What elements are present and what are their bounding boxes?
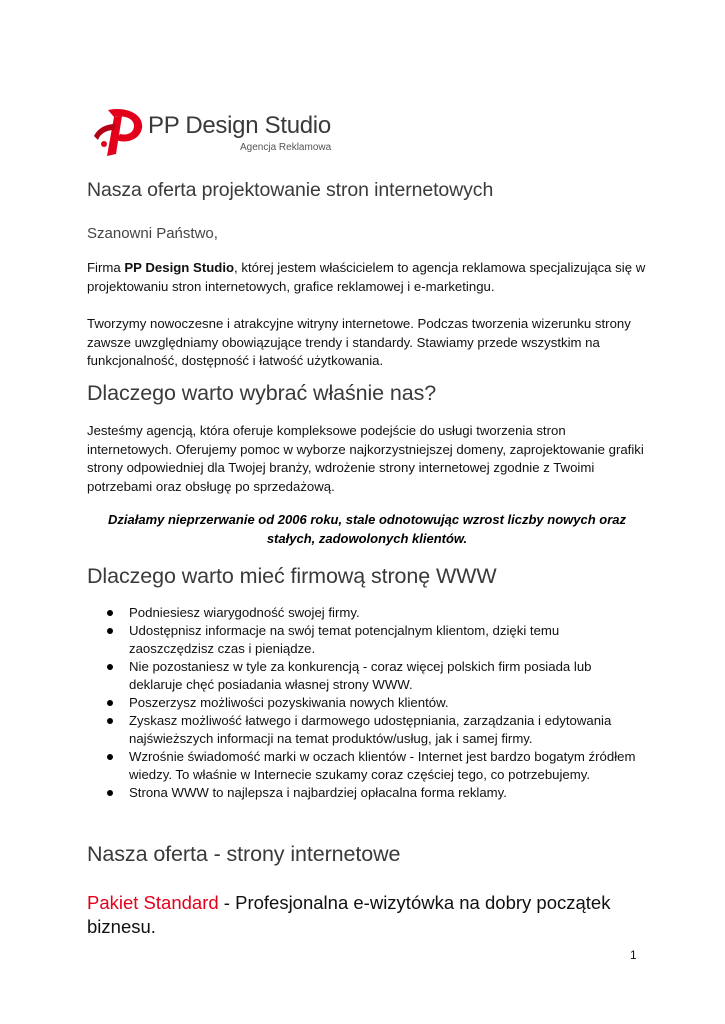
bullet-icon (107, 664, 113, 670)
package-separator: - (218, 892, 236, 913)
pp-logo-icon (92, 104, 148, 160)
page-number: 1 (630, 948, 637, 962)
greeting: Szanowni Państwo, (87, 225, 218, 242)
heading-why-www: Dlaczego warto mieć firmową stronę WWW (87, 564, 497, 588)
bullet-icon (107, 610, 113, 616)
intro-paragraph (87, 259, 647, 296)
list-item (87, 604, 647, 622)
list-item (87, 694, 647, 712)
list-item-text: Zyskasz możliwość łatwego i darmowego udostępniania, zarządzania i edytowania najświeższych informacji na temat produktów/usług, jak i samej firmy. (129, 713, 612, 746)
intro-prefix: Firma (87, 260, 125, 275)
intro-company: PP Design Studio (124, 260, 235, 275)
list-item (87, 622, 647, 658)
intro-suffix: , której jestem właścicielem to agencja reklamowa specjalizująca się w projektowaniu stron internetowych, grafice reklamowej i e-marketingu. (87, 260, 646, 294)
bullet-icon (107, 628, 113, 634)
package-heading (87, 891, 667, 939)
company-logo (92, 104, 342, 160)
list-item (87, 784, 647, 802)
heading-why-us: Dlaczego warto wybrać właśnie nas? (87, 381, 437, 405)
package-name: Pakiet Standard (87, 892, 219, 913)
list-item-text: Podniesiesz wiarygodność swojej firmy. (129, 605, 360, 620)
bullet-icon (107, 754, 113, 760)
bullet-icon (107, 718, 113, 724)
package-description: Profesjonalna e-wizytówka na dobry początek biznesu. (87, 892, 611, 937)
list-item-text: Strona WWW to najlepsza i najbardziej opłacalna forma reklamy. (129, 785, 507, 800)
benefits-list (87, 604, 647, 802)
list-item-text: Nie pozostaniesz w tyle za konkurencją - coraz więcej polskich firm posiada lub deklaruje chęć posiadania własnej strony WWW. (129, 659, 592, 692)
heading-offer: Nasza oferta projektowanie stron internetowych (87, 179, 494, 201)
logo-name: PP Design Studio (148, 112, 331, 139)
list-item (87, 712, 647, 748)
bullet-icon (107, 790, 113, 796)
callout-text: Działamy nieprzerwanie od 2006 roku, stale odnotowując wzrost liczby nowych oraz stałych, zadowolonych klientów. (108, 512, 626, 546)
list-item (87, 748, 647, 784)
list-item (87, 658, 647, 694)
list-item-text: Poszerzysz możliwości pozyskiwania nowych klientów. (129, 695, 449, 710)
logo-subtitle: Agencja Reklamowa (240, 142, 332, 153)
paragraph-design: Tworzymy nowoczesne i atrakcyjne witryny internetowe. Podczas tworzenia wizerunku strony zawsze uwzględniamy obowiązujące trendy i standardy. Stawiamy przede wszystkim na funkcjonalność, dostępność i łatwość użytkowania. (87, 316, 631, 369)
list-item-text: Wzrośnie świadomość marki w oczach klientów - Internet jest bardzo bogatym źródłem wiedzy. To właśnie w Internecie szukamy coraz częściej tego, co potrzebujemy. (129, 749, 636, 782)
list-item-text: Udostępnisz informacje na swój temat potencjalnym klientom, dzięki temu zaoszczędzisz czas i pieniądze. (129, 623, 560, 656)
paragraph-agency: Jesteśmy agencją, która oferuje kompleksowe podejście do usługi tworzenia stron internetowych. Oferujemy pomoc w wyborze najkorzystniejszej domeny, zaprojektowanie grafiki strony odpowiedniej dla Twojej branży, wdrożenie strony internetowej zgodnie z Twoimi potrzebami oraz obsługę po sprzedażową. (87, 423, 644, 494)
heading-offer-pages: Nasza oferta - strony internetowe (87, 842, 401, 866)
bullet-icon (107, 700, 113, 706)
